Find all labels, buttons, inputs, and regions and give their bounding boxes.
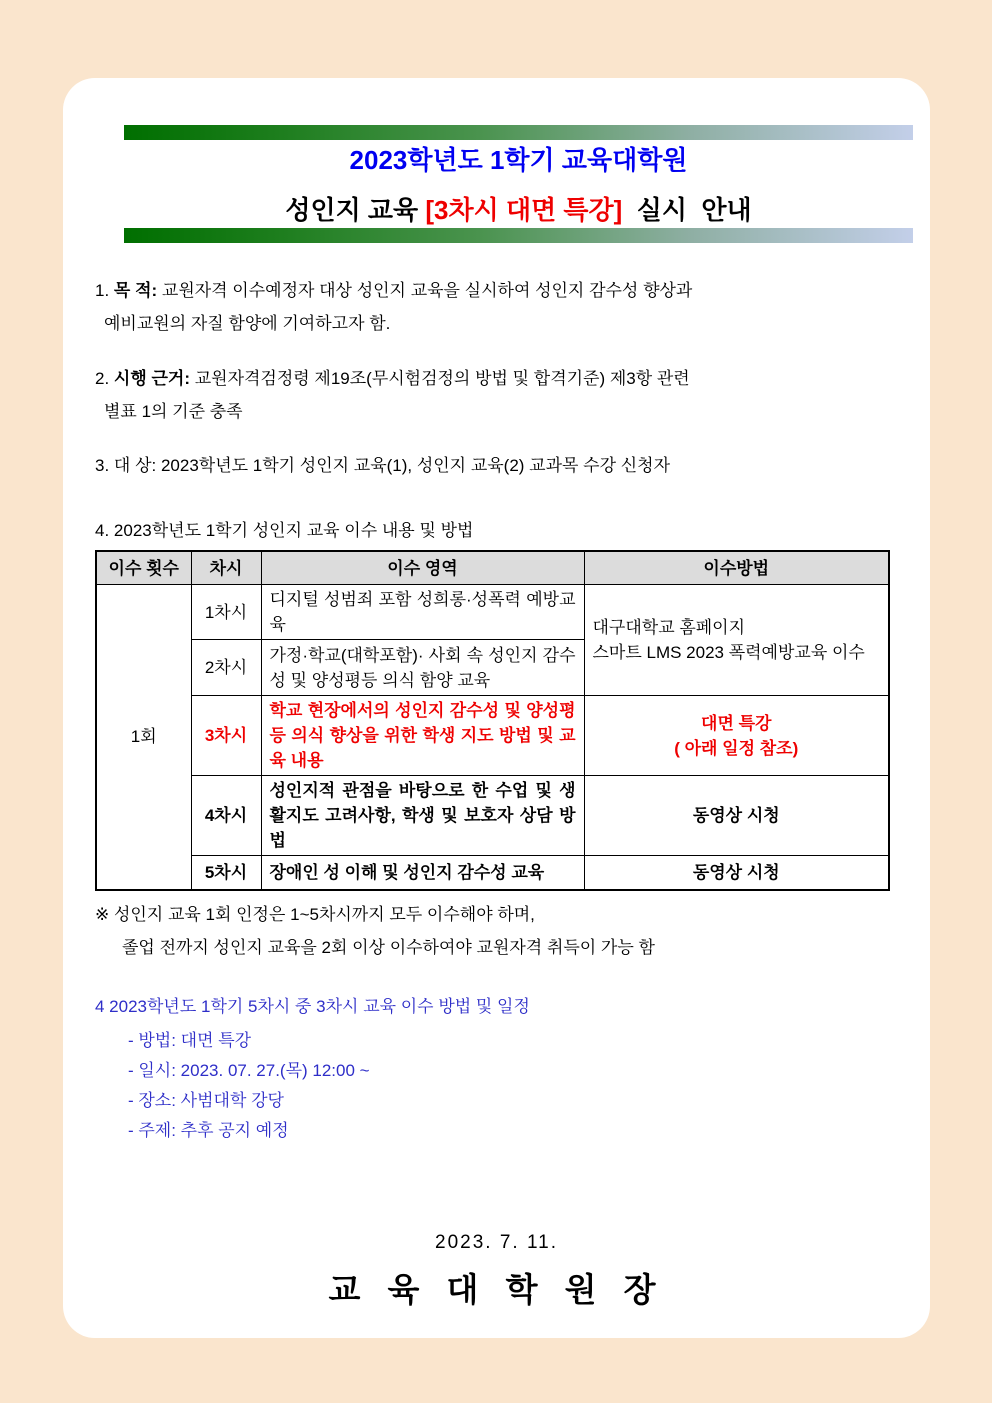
section-text: 교원자격 이수예정자 대상 성인지 교육을 실시하여 성인지 감수성 향상과 (161, 281, 693, 300)
section-number: 4. (95, 521, 110, 540)
table-row (96, 776, 889, 856)
method-line1: 대구대학교 홈페이지 (592, 618, 746, 637)
document-title-line2 (124, 190, 913, 230)
schedule-block (95, 990, 895, 1146)
section-text: 교원자격검정령 제19조(무시험검정의 방법 및 합격기준) 제3항 관련 (194, 369, 690, 388)
section-purpose-line1 (95, 274, 888, 307)
cell-session-2: 2차시 (191, 640, 261, 696)
cell-session-3: 3차시 (191, 696, 261, 776)
cell-session-4: 4차시 (191, 776, 261, 856)
header-session: 차시 (191, 551, 261, 585)
education-course-table (95, 550, 890, 891)
cell-area-3: 학교 현장에서의 성인지 감수성 및 양성평등 의식 향상을 위한 학생 지도 방법 및 교육 내용 (261, 696, 584, 776)
table-row (96, 696, 889, 776)
header-gradient-bar-top (124, 125, 913, 140)
header-completion-count: 이수 횟수 (96, 551, 191, 585)
header-gradient-bar-bottom (124, 228, 913, 243)
cell-area-5: 장애인 성 이해 및 성인지 감수성 교육 (261, 856, 584, 890)
cell-area-1: 디지털 성범죄 포함 성희롱·성폭력 예방교육 (261, 585, 584, 640)
section-label: 시행 근거: (113, 369, 190, 388)
table-row (96, 585, 889, 640)
schedule-item-datetime: - 일시: 2023. 07. 27.(목) 12:00 ~ (128, 1061, 370, 1080)
cell-method-4: 동영상 시청 (584, 776, 889, 856)
cell-method-1-2 (584, 585, 889, 696)
cell-method-5: 동영상 시청 (584, 856, 889, 890)
section-legal-basis-line2: 별표 1의 기준 충족 (104, 402, 243, 421)
cell-method-3 (584, 696, 889, 776)
cell-area-4: 성인지적 관점을 바탕으로 한 수업 및 생활지도 고려사항, 학생 및 보호자 상담 방법 (261, 776, 584, 856)
section-legal-basis-line1 (95, 362, 888, 395)
document-title-line1: 2023학년도 1학기 교육대학원 (349, 145, 688, 175)
table-header-row (96, 551, 889, 585)
section-legal-basis (95, 362, 888, 428)
section-text: 2023학년도 1학기 성인지 교육 이수 내용 및 방법 (113, 521, 474, 540)
section-course-info (95, 514, 888, 547)
cell-area-2: 가정·학교(대학포함)· 사회 속 성인지 감수성 및 양성평등 의식 함양 교육 (261, 640, 584, 696)
method-line2: 스마트 LMS 2023 폭력예방교육 이수 (592, 643, 865, 662)
header-area: 이수 영역 (261, 551, 584, 585)
section-number: 2. (95, 369, 110, 388)
section-text: 2023학년도 1학기 성인지 교육(1), 성인지 교육(2) 교과목 수강 신청자 (160, 456, 670, 475)
method-line1: 대면 특강 (701, 713, 772, 733)
section-number: 1. (95, 281, 110, 300)
note-line1: ※ 성인지 교육 1회 인정은 1~5차시까지 모두 이수해야 하며, (95, 905, 535, 924)
title-line2-highlight: [3차시 대면 특강] (425, 195, 623, 225)
header-method: 이수방법 (584, 551, 889, 585)
section-label: 목 적: (113, 281, 158, 300)
cell-session-5: 5차시 (191, 856, 261, 890)
section-course-info-line1 (95, 514, 888, 547)
schedule-heading: 4 2023학년도 1학기 5차시 중 3차시 교육 이수 방법 및 일정 (95, 997, 530, 1016)
section-target (95, 449, 888, 482)
section-target-line1 (95, 449, 888, 482)
note-line2: 졸업 전까지 성인지 교육을 2회 이상 이수하여야 교원자격 취득이 가능 함 (122, 938, 655, 957)
section-purpose (95, 274, 888, 340)
document-page (63, 78, 930, 1338)
cell-session-1: 1차시 (191, 585, 261, 640)
schedule-item-method: - 방법: 대면 특강 (128, 1031, 252, 1050)
table-row (96, 856, 889, 890)
method-line2: ( 아래 일정 참조) (674, 738, 799, 758)
schedule-item-place: - 장소: 사범대학 강당 (128, 1091, 284, 1110)
signer-title: 교 육 대 학 원 장 (328, 1271, 665, 1308)
section-purpose-line2: 예비교원의 자질 함양에 기여하고자 함. (104, 314, 391, 333)
document-date: 2023. 7. 11. (435, 1232, 558, 1253)
section-number: 3. (95, 456, 110, 475)
title-line2-prefix: 성인지 교육 (285, 195, 426, 225)
cell-completion-count: 1회 (96, 585, 191, 890)
note-block (95, 898, 895, 964)
section-label: 대 상: (113, 456, 157, 475)
title-line2-suffix: 실시 안내 (622, 195, 752, 225)
schedule-item-topic: - 주제: 추후 공지 예정 (128, 1121, 289, 1140)
